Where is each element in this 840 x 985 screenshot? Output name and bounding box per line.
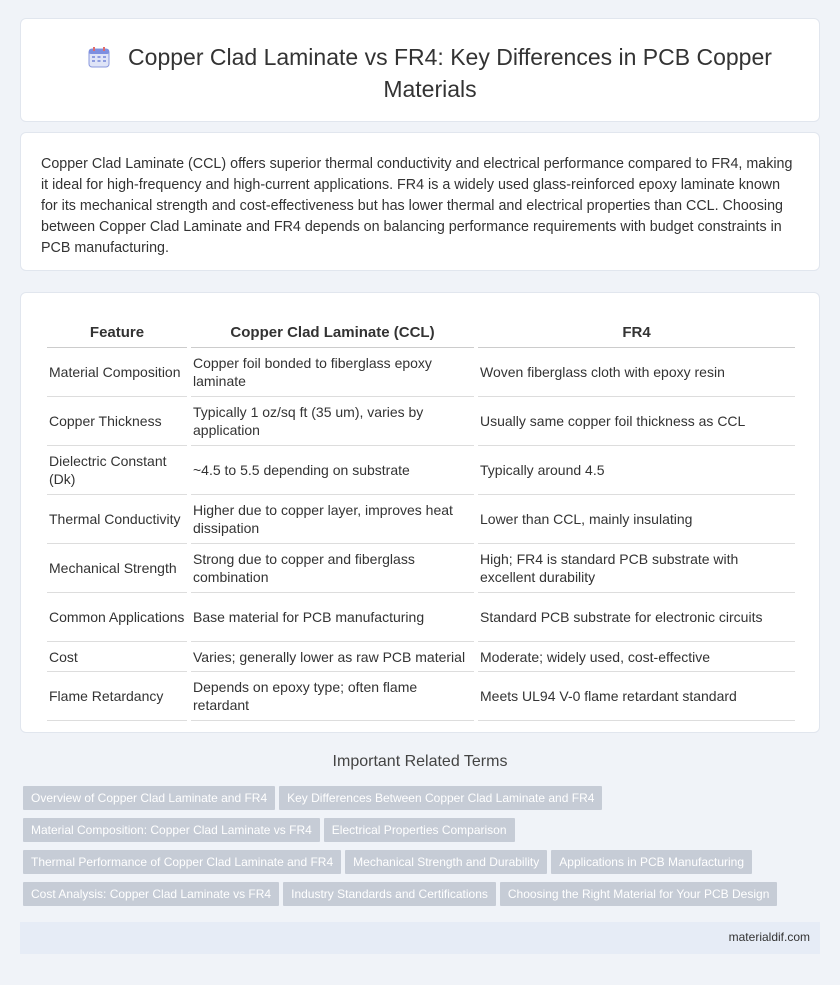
related-terms-heading: Important Related Terms xyxy=(332,753,508,770)
table-row xyxy=(47,642,795,672)
footer xyxy=(20,922,820,954)
intro-text: Copper Clad Laminate (CCL) offers superior thermal conductivity and electrical performance compared to FR4, making it ideal for high-frequency and high-current applications. FR4 is a widely used glass-reinforced epoxy laminate known for its mechanical strength and cost-effectiveness but has lower thermal and electrical properties than CCL. Choosing between Copper Clad Laminate and FR4 depends on balancing performance requirements with budget constraints in PCB manufacturing. xyxy=(41,156,793,256)
table-row xyxy=(47,495,795,544)
table-cell: Moderate; widely used, cost-effective xyxy=(478,642,795,672)
column-header-feature: Feature xyxy=(47,311,187,348)
related-term-link[interactable]: Applications in PCB Manufacturing xyxy=(551,850,752,874)
table-cell: Woven fiberglass cloth with epoxy resin xyxy=(478,348,795,397)
table-cell: Typically 1 oz/sq ft (35 um), varies by application xyxy=(191,397,474,446)
table-row xyxy=(47,348,795,397)
related-term-link[interactable]: Electrical Properties Comparison xyxy=(324,818,515,842)
table-cell: Flame Retardancy xyxy=(47,672,187,721)
table-cell: Base material for PCB manufacturing xyxy=(191,593,474,642)
title-card xyxy=(20,18,820,122)
related-terms-row xyxy=(23,882,823,914)
table-cell: Depends on epoxy type; often flame retardant xyxy=(191,672,474,721)
table-cell: High; FR4 is standard PCB substrate with excellent durability xyxy=(478,544,795,593)
table-cell: Dielectric Constant (Dk) xyxy=(47,446,187,495)
comparison-table xyxy=(43,311,799,721)
table-cell: Material Composition xyxy=(47,348,187,397)
related-term-link[interactable]: Cost Analysis: Copper Clad Laminate vs FR4 xyxy=(23,882,279,906)
column-header-ccl: Copper Clad Laminate (CCL) xyxy=(191,311,474,348)
table-cell: Usually same copper foil thickness as CCL xyxy=(478,397,795,446)
table-row xyxy=(47,672,795,721)
table-cell: Strong due to copper and fiberglass combination xyxy=(191,544,474,593)
table-cell: Mechanical Strength xyxy=(47,544,187,593)
related-term-link[interactable]: Key Differences Between Copper Clad Laminate and FR4 xyxy=(279,786,602,810)
table-cell: Common Applications xyxy=(47,593,187,642)
table-row xyxy=(47,397,795,446)
footer-site-link[interactable]: materialdif.com xyxy=(728,930,810,944)
related-terms-row xyxy=(23,818,823,850)
table-cell: Copper Thickness xyxy=(47,397,187,446)
comparison-table-card xyxy=(20,292,820,733)
related-term-link[interactable]: Industry Standards and Certifications xyxy=(283,882,496,906)
related-terms-row xyxy=(23,850,823,882)
table-header-row xyxy=(47,311,795,348)
table-cell: ~4.5 to 5.5 depending on substrate xyxy=(191,446,474,495)
related-term-link[interactable]: Overview of Copper Clad Laminate and FR4 xyxy=(23,786,275,810)
related-term-link[interactable]: Choosing the Right Material for Your PCB Design xyxy=(500,882,777,906)
table-cell: Higher due to copper layer, improves heat dissipation xyxy=(191,495,474,544)
related-term-link[interactable]: Thermal Performance of Copper Clad Laminate and FR4 xyxy=(23,850,341,874)
related-term-link[interactable]: Material Composition: Copper Clad Laminate vs FR4 xyxy=(23,818,320,842)
table-cell: Meets UL94 V-0 flame retardant standard xyxy=(478,672,795,721)
table-cell: Lower than CCL, mainly insulating xyxy=(478,495,795,544)
intro-card xyxy=(20,132,820,271)
related-terms-row xyxy=(23,786,823,818)
table-row xyxy=(47,544,795,593)
table-row xyxy=(47,593,795,642)
related-terms-list xyxy=(23,786,823,914)
table-row xyxy=(47,446,795,495)
column-header-fr4: FR4 xyxy=(478,311,795,348)
related-term-link[interactable]: Mechanical Strength and Durability xyxy=(345,850,547,874)
table-cell: Thermal Conductivity xyxy=(47,495,187,544)
table-cell: Copper foil bonded to fiberglass epoxy laminate xyxy=(191,348,474,397)
calendar-icon xyxy=(88,46,110,75)
page-title: Copper Clad Laminate vs FR4: Key Differences in PCB Copper Materials xyxy=(128,44,772,102)
table-cell: Cost xyxy=(47,642,187,672)
table-cell: Typically around 4.5 xyxy=(478,446,795,495)
table-cell: Standard PCB substrate for electronic circuits xyxy=(478,593,795,642)
table-cell: Varies; generally lower as raw PCB material xyxy=(191,642,474,672)
